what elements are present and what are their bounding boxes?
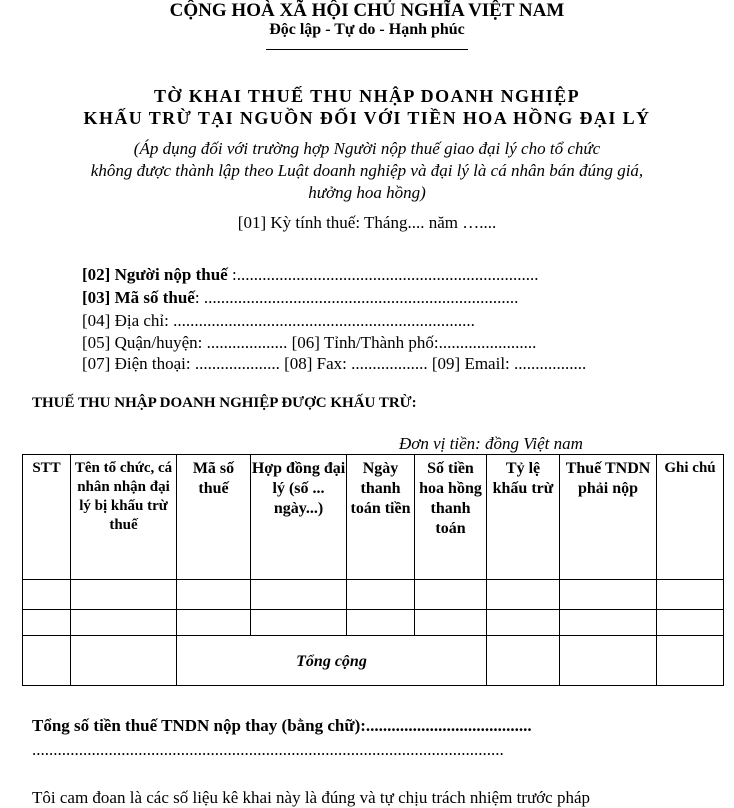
taxpayer-label: [02] Người nộp thuế — [82, 265, 228, 284]
table-cell — [23, 636, 71, 686]
form-title-line2: KHẤU TRỪ TẠI NGUỒN ĐỐI VỚI TIỀN HOA HỒNG ĐẠI LÝ — [83, 108, 651, 128]
header-tax-payable: Thuế TNDN phải nộp — [560, 455, 657, 580]
table-cell[interactable] — [347, 610, 415, 636]
table-cell[interactable] — [347, 580, 415, 610]
form-title-line1: TỜ KHAI THUẾ THU NHẬP DOANH NGHIỆP — [154, 86, 580, 106]
phone-fax-email-field: [07] Điện thoại: .................... [08] Fax: .................. [09] Email: ................. — [82, 354, 587, 373]
table-cell[interactable] — [657, 610, 724, 636]
table-cell[interactable] — [560, 610, 657, 636]
header-contract: Hợp đồng đại lý (số ... ngày...) — [251, 455, 347, 580]
total-tax-in-words: Tổng số tiền thuế TNDN nộp thay (bằng chữ):....................................... — [32, 716, 532, 735]
table-cell[interactable] — [177, 610, 251, 636]
table-cell[interactable] — [71, 610, 177, 636]
table-row — [23, 610, 724, 636]
header-tax-code: Mã số thuế — [177, 455, 251, 580]
district-province-field: [05] Quận/huyện: ................... [06] Tỉnh/Thành phố:....................... — [82, 333, 537, 352]
form-subtitle-line3: hưởng hoa hồng) — [308, 183, 426, 202]
table-total-row — [23, 636, 724, 686]
address-field: [04] Địa chỉ: ....................................................................... — [82, 311, 475, 330]
table-cell[interactable] — [177, 580, 251, 610]
total-tax-in-words-continued: ............................................................................................................... — [32, 740, 504, 759]
tax-code-field — [82, 288, 518, 308]
tax-code-dots: : .......................................................................... — [194, 288, 519, 307]
table-header-row — [23, 455, 724, 580]
table-cell — [71, 636, 177, 686]
total-rate-cell[interactable] — [487, 636, 560, 686]
tax-deduction-table — [22, 454, 724, 686]
table-row — [23, 580, 724, 610]
taxpayer-dots: :....................................................................... — [227, 265, 539, 284]
header-rate: Tỷ lệ khấu trừ — [487, 455, 560, 580]
table-cell[interactable] — [415, 610, 487, 636]
table-cell[interactable] — [23, 610, 71, 636]
motto-underline — [266, 49, 468, 50]
section-title: THUẾ THU NHẬP DOANH NGHIỆP ĐƯỢC KHẤU TRỪ: — [32, 395, 417, 411]
currency-unit-note: Đơn vị tiền: đồng Việt nam — [399, 434, 583, 453]
tax-period-field: [01] Kỳ tính thuế: Tháng.... năm ….... — [237, 213, 497, 232]
table-cell[interactable] — [487, 610, 560, 636]
form-subtitle-line1: (Áp dụng đối với trường hợp Người nộp thuế giao đại lý cho tổ chức — [133, 139, 601, 158]
form-subtitle-line2: không được thành lập theo Luật doanh nghiệp và đại lý là cá nhân bán đúng giá, — [90, 161, 644, 180]
header-stt: STT — [23, 455, 71, 580]
table-cell[interactable] — [251, 610, 347, 636]
table-cell[interactable] — [415, 580, 487, 610]
total-note-cell[interactable] — [657, 636, 724, 686]
table-cell[interactable] — [71, 580, 177, 610]
tax-code-label: [03] Mã số thuế — [82, 288, 195, 307]
header-payment-date: Ngày thanh toán tiền — [347, 455, 415, 580]
header-agent-name: Tên tổ chức, cá nhân nhận đại lý bị khấu trừ thuế — [71, 455, 177, 580]
taxpayer-field — [82, 265, 538, 285]
table-cell[interactable] — [657, 580, 724, 610]
total-label: Tổng cộng — [177, 636, 487, 686]
motto-heading: Độc lập - Tự do - Hạnh phúc — [269, 21, 465, 38]
table-cell[interactable] — [560, 580, 657, 610]
table-cell[interactable] — [23, 580, 71, 610]
header-commission: Số tiền hoa hồng thanh toán — [415, 455, 487, 580]
table-cell[interactable] — [487, 580, 560, 610]
total-tax-cell[interactable] — [560, 636, 657, 686]
commitment-statement: Tôi cam đoan là các số liệu kê khai này là đúng và tự chịu trách nhiệm trước pháp — [32, 788, 591, 807]
header-note: Ghi chú — [657, 455, 724, 580]
nation-heading: CỘNG HOÀ XÃ HỘI CHỦ NGHĨA VIỆT NAM — [169, 0, 565, 21]
table-cell[interactable] — [251, 580, 347, 610]
